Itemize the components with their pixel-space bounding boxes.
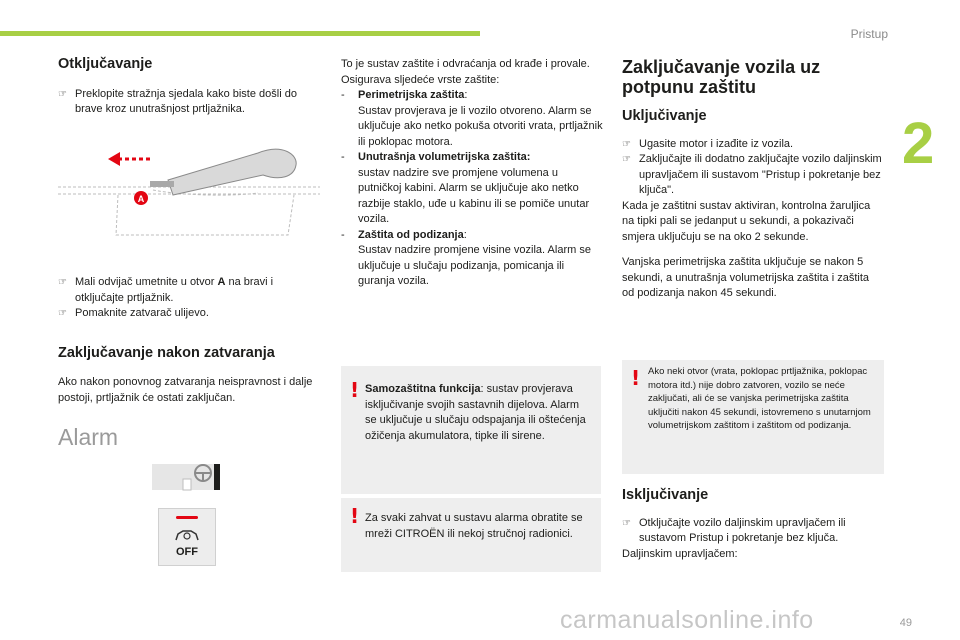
list-item: ☞ Pomaknite zatvarač ulijevo. <box>58 306 320 322</box>
chapter-number: 2 <box>902 111 935 176</box>
column-3-lower <box>622 488 884 562</box>
bullet-icon: ☞ <box>58 308 67 319</box>
bullet-icon: ☞ <box>622 138 631 150</box>
list-item: ☞ Otključajte vozilo daljinskim upravljačem ili sustavom Pristup i pokretanje bez ključa. <box>622 516 846 544</box>
bullet-icon: ☞ <box>622 154 631 165</box>
warning-box-service: ! Za svaki zahvat u sustavu alarma obratite se mreži CITROËN ili nekoj stručnoj radionici. <box>341 498 601 572</box>
list-item: ☞ Zaključajte ili dodatno zaključajte vozilo daljinskim upravljačem ili sustavom "Pristup i pokretanje bez ključa". <box>622 153 882 196</box>
warning-icon: ! <box>350 378 360 402</box>
car-lock-icon <box>173 528 201 542</box>
column-2 <box>341 57 603 290</box>
warning-icon: ! <box>631 366 641 390</box>
list-item: ☞ Mali odvijač umetnite u otvor A na bravi i otključajte prtljažnik. <box>58 276 274 304</box>
column-3 <box>622 57 884 302</box>
list-item: ☞ Preklopite stražnja sjedala kako biste došli do brave kroz unutrašnjost prtljažnika. <box>58 87 297 115</box>
list-item: - Perimetrijska zaštita: Sustav provjerava je li vozilo otvoreno. Alarm se uključuje ako netko pokuša otvoriti vrata, prtljažnik ili poklopac motora. <box>341 89 603 148</box>
alarm-sensor-figure <box>150 460 222 494</box>
paragraph-lock-after-closing: Ako nakon ponovnog zatvaranja neispravnost i dalje postoji, prtljažnik će ostati zaključan. <box>58 376 313 404</box>
bullet-icon: ☞ <box>622 517 631 529</box>
figure-label-a: A <box>137 194 145 204</box>
heading-activation: Uključivanje <box>622 108 707 124</box>
column-1 <box>58 57 320 118</box>
heading-lock-after-closing: Zaključavanje nakon zatvaranja <box>58 344 275 361</box>
section-title: Pristup <box>850 27 888 41</box>
warning-box-open-access: ! Ako neki otvor (vrata, poklopac prtljažnika, poklopac motora itd.) nije dobro zatvoren, vozilo se neće zaključati, ali će se vanjska perimetrijska zaštita uključiti nakon 45 sekundi, istovremeno s unutarnjom volumetrijskom zaštitom i zaštitom od podizanja. <box>622 360 884 474</box>
column-1-lower <box>58 275 320 406</box>
off-label: OFF <box>176 546 198 558</box>
alarm-intro: To je sustav zaštite i odvraćanja od krađe i provale. Osigurava sljedeće vrste zaštite: <box>341 58 590 86</box>
list-item: - Unutrašnja volumetrijska zaštita: sustav nadzire sve promjene volumena u putničkoj kabini. Alarm se uključuje ako netko razbije staklo, uđe u kabinu ili se pomiče unutar vozila. <box>341 151 590 225</box>
heading-unlocking: Otključavanje <box>58 56 153 72</box>
list-item: ☞ Ugasite motor i izađite iz vozila. <box>622 137 884 153</box>
alarm-off-button-figure <box>158 508 216 566</box>
page-number: 49 <box>899 617 912 629</box>
heading-deactivation: Isključivanje <box>622 487 709 503</box>
warning-icon: ! <box>350 504 360 528</box>
trunk-lock-figure <box>58 135 320 255</box>
paragraph-activation-info: Kada je zaštitni sustav aktiviran, kontrolna žaruljica na tipki pali se jedanput u sekundi, a pokazivači smjera uključuju se na oko 2 sekunde. <box>622 199 871 243</box>
watermark: carmanualsonline.info <box>560 606 814 634</box>
top-accent-bar <box>0 31 480 36</box>
paragraph-activation-timing: Vanjska perimetrijska zaštita uključuje se nakon 5 sekundi, a unutrašnja volumetrijska zaštita i zaštita od podizanja nakon 45 sekundi. <box>622 256 870 299</box>
heading-full-protection: Zaključavanje vozila uz potpunu zaštitu <box>622 57 821 97</box>
warning-box-self-protection: ! Samozaštitna funkcija: sustav provjerava isključivanje svojih sastavnih dijelova. Alarm se uključuje u slučaju odspajanja ili oštećenja ožičenja akumulatora, tipke ili sirene. <box>341 366 601 494</box>
list-item: - Zaštita od podizanja: Sustav nadzire promjene visine vozila. Alarm se uključuje u slučaju podizanja, pomicanja ili guranja vozila. <box>341 228 591 287</box>
bullet-icon: ☞ <box>58 277 67 288</box>
paragraph-remote: Daljinskim upravljačem: <box>622 547 738 560</box>
bullet-icon: ☞ <box>58 88 67 100</box>
heading-alarm: Alarm <box>58 424 119 450</box>
indicator-light <box>176 516 198 519</box>
